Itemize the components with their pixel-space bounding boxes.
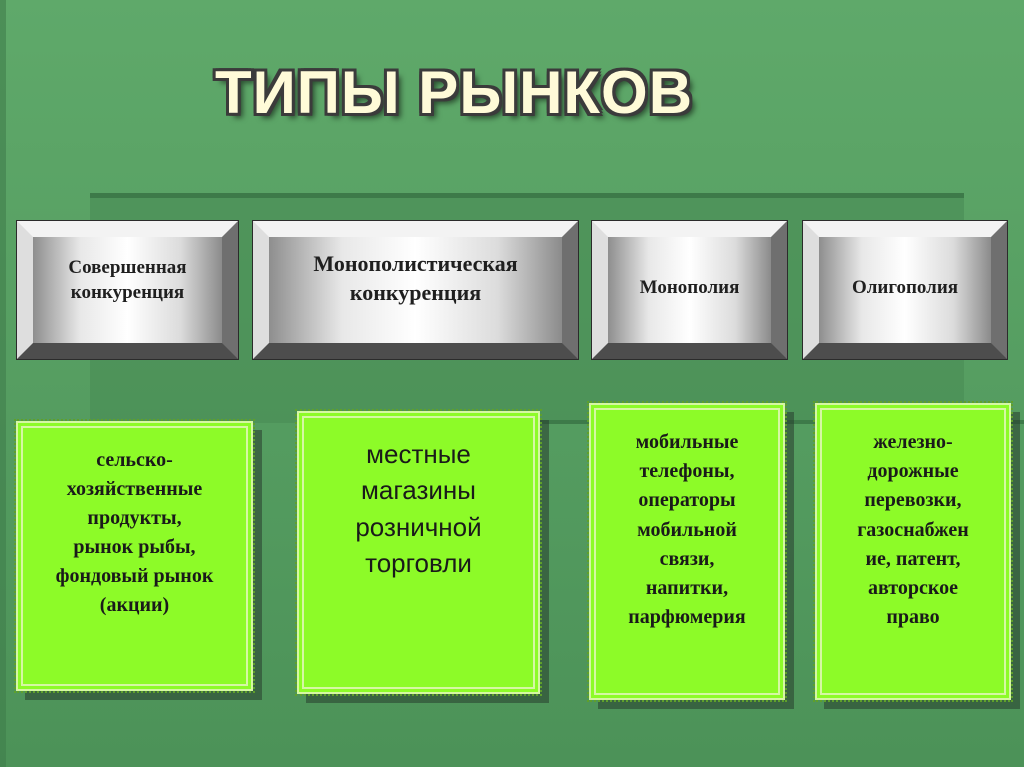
market-type-label: Олигополия: [851, 277, 959, 298]
left-edge-decoration: [0, 0, 6, 767]
examples-text: мобильные телефоны, операторы мобильной связи, напитки, парфюмерия: [628, 431, 746, 629]
market-type-label: Монополия: [639, 277, 740, 298]
divider-line-top: [90, 193, 964, 198]
examples-card-perfect-competition: [16, 421, 253, 691]
market-type-monopolistic-competition: [253, 221, 578, 359]
examples-card-monopoly: [589, 403, 785, 700]
slide-title: ТИПЫ РЫНКОВ: [215, 59, 694, 126]
examples-text: местные магазины розничной торговли: [355, 439, 482, 579]
examples-card-monopolistic-competition: [297, 411, 540, 694]
examples-text: железно- дорожные перевозки, газоснабжен ие, патент, авторское право: [857, 431, 969, 629]
market-type-monopoly: [592, 221, 787, 359]
market-type-label: Совершенная конкуренция: [68, 257, 187, 303]
examples-text: сельско- хозяйственные продукты, рынок рыбы, фондовый рынок (акции): [55, 449, 214, 616]
market-type-perfect-competition: [17, 221, 238, 359]
market-type-label: Монополистическая конкуренция: [313, 251, 518, 305]
examples-card-oligopoly: [815, 403, 1011, 700]
market-type-oligopoly: [803, 221, 1007, 359]
